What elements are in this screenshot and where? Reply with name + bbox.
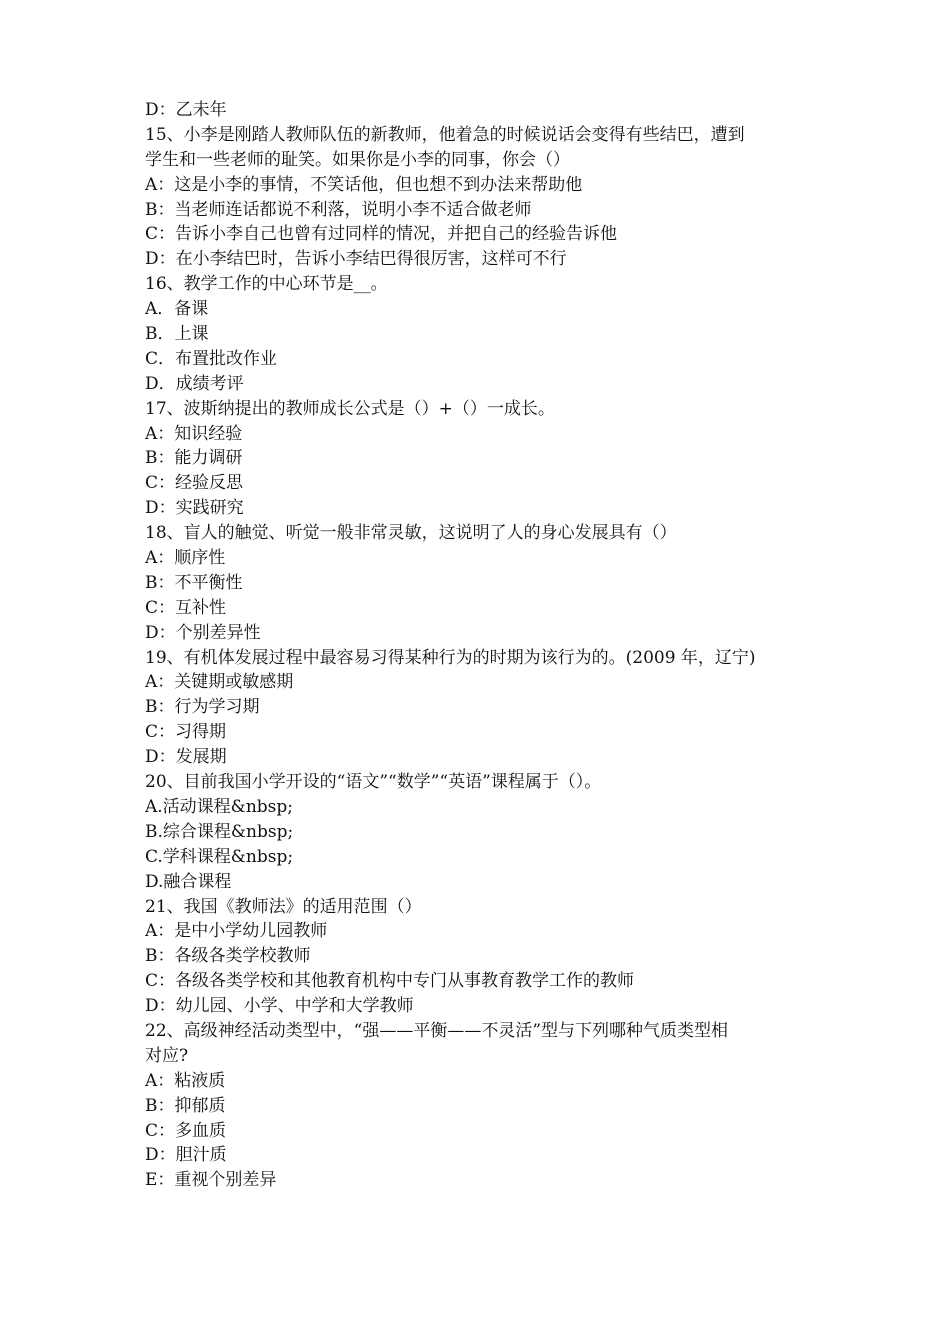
question-17: 17、波斯纳提出的教师成长公式是（）+（）一成长。 <box>145 398 555 419</box>
question-19: 19、有机体发展过程中最容易习得某种行为的时期为该行为的。(2009 年，辽宁) <box>145 647 756 668</box>
option-line: C：互补性 <box>145 597 227 618</box>
option-line: B：各级各类学校教师 <box>145 946 311 967</box>
option-line: A：这是小李的事情，不笑话他，但也想不到办法来帮助他 <box>145 174 583 195</box>
option-line: B：抑郁质 <box>145 1095 226 1116</box>
option-line: C：经验反思 <box>145 473 244 494</box>
option-line: A：关键期或敏感期 <box>145 672 294 693</box>
option-line: B.综合课程&nbsp; <box>145 821 294 842</box>
option-line: D：实践研究 <box>145 498 244 519</box>
option-line: D：乙未年 <box>145 100 227 120</box>
option-line: A：是中小学幼儿园教师 <box>145 921 328 942</box>
option-line: B．上课 <box>145 324 209 345</box>
question-15-line-2: 学生和一些老师的耻笑。如果你是小李的同事，你会（） <box>145 149 570 170</box>
option-line: E：重视个别差异 <box>145 1170 277 1191</box>
option-line: B：不平衡性 <box>145 572 243 593</box>
option-line: C：告诉小李自己也曾有过同样的情况，并把自己的经验告诉他 <box>145 224 618 245</box>
question-16: 16、教学工作的中心环节是__。 <box>145 274 388 295</box>
option-line: D：在小李结巴时，告诉小李结巴得很厉害，这样可不行 <box>145 249 567 270</box>
option-line: A：顺序性 <box>145 548 226 569</box>
question-15-line-1: 15、小李是刚踏人教师队伍的新教师，他着急的时候说话会变得有些结巴，遭到 <box>145 124 745 145</box>
option-line: B：行为学习期 <box>145 697 260 718</box>
document-text-body <box>145 98 815 1193</box>
option-line: C：习得期 <box>145 722 227 743</box>
option-line: B：能力调研 <box>145 448 243 469</box>
option-line: D.融合课程 <box>145 871 232 892</box>
option-line: B：当老师连话都说不利落，说明小李不适合做老师 <box>145 199 532 220</box>
option-line: D：个别差异性 <box>145 622 261 643</box>
option-line: D．成绩考评 <box>145 373 244 394</box>
option-line: A．备课 <box>145 299 209 320</box>
option-line: C．布置批改作业 <box>145 348 278 369</box>
option-line: A：知识经验 <box>145 423 243 444</box>
option-line: A.活动课程&nbsp; <box>145 796 293 817</box>
question-21: 21、我国《教师法》的适用范围（） <box>145 896 422 917</box>
question-22-line-1: 22、高级神经活动类型中，“强——平衡——不灵活”型与下列哪种气质类型相 <box>145 1020 729 1041</box>
question-22-line-2: 对应? <box>145 1045 189 1066</box>
option-line: C.学科课程&nbsp; <box>145 846 294 867</box>
option-line: D：胆汁质 <box>145 1145 227 1166</box>
option-line: A：粘液质 <box>145 1070 226 1091</box>
option-line: C：多血质 <box>145 1120 227 1141</box>
question-18: 18、盲人的触觉、听觉一般非常灵敏，这说明了人的身心发展具有（） <box>145 523 677 544</box>
question-20: 20、目前我国小学开设的“语文”“数学”“英语”课程属于（）。 <box>145 772 602 793</box>
option-line: C：各级各类学校和其他教育机构中专门从事教育教学工作的教师 <box>145 971 635 992</box>
option-line: D：发展期 <box>145 747 227 768</box>
option-line: D：幼儿园、小学、中学和大学教师 <box>145 996 414 1017</box>
